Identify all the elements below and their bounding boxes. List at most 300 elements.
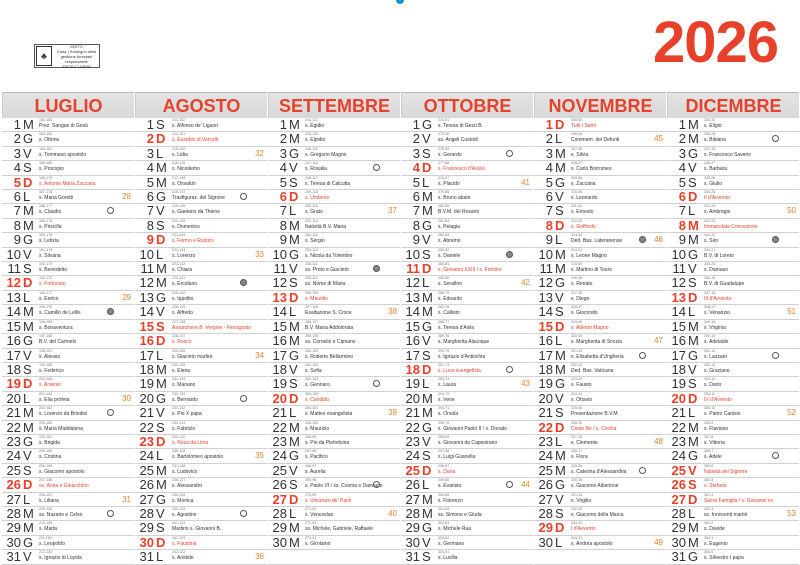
day-of-year: 327-38 (571, 434, 583, 439)
day-number: 22 (538, 420, 553, 435)
day-row (135, 276, 267, 290)
day-of-year: 295-70 (438, 420, 450, 425)
saint-name: B.V. di Loreto (704, 252, 734, 259)
day-row (135, 478, 267, 492)
day-row (135, 421, 267, 435)
week-number: 35 (255, 451, 264, 461)
day-row (2, 363, 134, 377)
day-row (534, 161, 666, 175)
day-number: 27 (6, 492, 21, 507)
saint-name: s. Clemente (571, 439, 598, 446)
day-of-year: 210-155 (39, 521, 53, 526)
day-number: 23 (6, 434, 21, 449)
saint-name: B.V. di Guadalupe (704, 281, 745, 288)
weekday-letter: M (23, 305, 34, 320)
month-column-dicembre (667, 92, 799, 565)
day-number: 8 (412, 218, 420, 233)
day-number: 20 (671, 391, 686, 406)
day-number: 5 (13, 175, 21, 190)
day-of-year: 216-149 (172, 161, 186, 166)
day-number: 29 (272, 521, 287, 536)
day-row (135, 507, 267, 521)
day-of-year: 227-138 (172, 319, 186, 324)
saint-name: s. Paolo VI / ss. Cosma e Damiano (305, 483, 383, 490)
day-of-year: 239-126 (172, 492, 186, 497)
weekday-letter: G (156, 290, 167, 305)
day-number: 5 (678, 175, 686, 190)
saint-name: s. Pio X papa (172, 411, 202, 418)
weekday-letter: V (289, 362, 298, 377)
saint-name: s. Giovanni da Capestrano (438, 439, 498, 446)
weekday-letter: V (23, 449, 32, 464)
day-row (135, 190, 267, 204)
saint-name: s. Vincenzo de' Paoli (305, 497, 352, 504)
moon-phase-icon (506, 366, 513, 373)
day-row (534, 262, 666, 276)
day-number: 29 (671, 521, 686, 536)
weekday-letter: M (156, 362, 167, 377)
weekday-letter: D (688, 492, 698, 507)
day-of-year: 331-34 (571, 492, 583, 497)
month-column-ottobre (401, 92, 533, 565)
day-number: 27 (139, 492, 154, 507)
weekday-letter: M (422, 506, 433, 521)
day-of-year: 195-170 (39, 305, 53, 310)
day-row (534, 190, 666, 204)
day-of-year: 197-168 (39, 334, 53, 339)
weekday-letter: L (23, 190, 31, 205)
weekday-letter: S (555, 506, 564, 521)
day-row (667, 392, 799, 406)
weekday-letter: S (422, 348, 431, 363)
weekday-letter: L (555, 233, 563, 248)
day-number: 22 (405, 420, 420, 435)
day-row (2, 449, 134, 463)
day-row (135, 291, 267, 305)
day-of-year: 246-119 (305, 146, 318, 151)
day-row (268, 190, 400, 204)
day-of-year: 319-46 (571, 319, 583, 324)
saint-name: s. Virginia (704, 324, 726, 331)
day-of-year: 191-174 (39, 247, 53, 252)
day-number: 30 (272, 535, 287, 550)
day-of-year: 196-169 (39, 319, 53, 324)
day-row (534, 334, 666, 348)
day-row (401, 233, 533, 247)
saint-name: ss. Anna e Gioacchino (39, 483, 89, 490)
weekday-letter: D (23, 478, 33, 493)
weekday-letter: M (289, 218, 300, 233)
day-number: 2 (146, 132, 154, 147)
moon-phase-icon (107, 510, 114, 517)
day-of-year: 279-86 (438, 190, 450, 195)
weekday-letter: V (422, 535, 431, 550)
weekday-letter: L (422, 377, 430, 392)
day-of-year: 225-140 (172, 290, 186, 295)
day-of-year: 199-166 (39, 362, 53, 367)
day-of-year: 193-172 (39, 276, 53, 281)
day-of-year: 330-35 (571, 478, 583, 483)
week-number: 41 (521, 177, 530, 187)
weekday-letter: D (422, 362, 432, 377)
day-of-year: 300-65 (438, 492, 450, 497)
saint-name: s. Maria Goretti (39, 195, 74, 202)
saint-name: s. Giacomo della Marca (571, 511, 624, 518)
day-number: 25 (405, 463, 420, 478)
day-of-year: 358-7 (704, 449, 714, 454)
day-number: 10 (272, 247, 287, 262)
day-row (135, 493, 267, 507)
day-number: 5 (412, 175, 420, 190)
weekday-letter: S (688, 377, 697, 392)
day-row (667, 363, 799, 377)
day-number: 13 (139, 290, 154, 305)
day-number: 12 (538, 276, 553, 291)
weekday-letter: V (688, 463, 697, 478)
fsc-label (34, 44, 100, 68)
weekday-letter: V (688, 161, 697, 176)
day-of-year: 215-150 (172, 146, 186, 151)
day-row (135, 161, 267, 175)
day-number: 8 (545, 218, 553, 233)
day-row (135, 176, 267, 190)
weekday-letter: L (555, 334, 563, 349)
day-number: 3 (412, 146, 420, 161)
weekday-letter: D (156, 233, 166, 248)
day-number: 29 (139, 521, 154, 536)
day-number: 16 (671, 334, 686, 349)
moon-phase-icon (373, 164, 380, 171)
day-row (534, 204, 666, 218)
year-title: 2026 (652, 10, 778, 75)
saint-name: s. Letizia (39, 238, 59, 245)
weekday-letter: D (422, 463, 432, 478)
day-of-year: 345-20 (704, 262, 716, 267)
saint-name: Martirio s. Giovanni B. (172, 526, 222, 533)
saint-name: s. Giulio (704, 180, 723, 187)
saint-name: Tutti i Santi (571, 123, 596, 129)
day-row (534, 233, 666, 247)
moon-phase-icon (772, 452, 779, 459)
saint-name: s. Virgilio (571, 497, 592, 504)
weekday-letter: M (23, 204, 34, 219)
weekday-letter: L (156, 146, 164, 161)
saint-name: s. Venanzio (704, 310, 730, 317)
day-of-year: 286-79 (438, 290, 450, 295)
day-row (534, 176, 666, 190)
day-of-year: 200-165 (39, 377, 53, 382)
day-number: 17 (405, 348, 420, 363)
saint-name: s. Rosa da Lima (172, 439, 209, 446)
day-number: 14 (6, 305, 21, 320)
day-of-year: 259-106 (305, 334, 319, 339)
day-number: 1 (412, 118, 420, 132)
week-number: 50 (787, 206, 796, 216)
weekday-letter: L (156, 449, 164, 464)
day-of-year: 301-64 (438, 506, 450, 511)
day-of-year: 324-41 (571, 391, 583, 396)
day-of-year: 272-93 (305, 521, 317, 526)
day-of-year: 333-32 (571, 521, 583, 526)
day-number: 3 (279, 146, 287, 161)
saint-name: s. Caterina d'Alessandria (571, 468, 627, 475)
saint-name: s. Elia profeta (39, 396, 70, 403)
saint-name: s. Alberto Magno (571, 324, 609, 331)
day-number: 22 (139, 420, 154, 435)
weekday-letter: S (422, 247, 431, 262)
moon-phase-icon (240, 193, 247, 200)
day-of-year: 309-56 (571, 175, 583, 180)
moon-phase-icon (240, 395, 247, 402)
day-number: 4 (412, 161, 420, 176)
day-of-year: 273-92 (305, 535, 317, 540)
day-of-year: 338-27 (704, 161, 716, 166)
weekday-letter: M (156, 262, 167, 277)
day-row (2, 147, 134, 161)
day-row (135, 392, 267, 406)
day-of-year: 285-80 (438, 276, 450, 281)
day-row (401, 435, 533, 449)
saint-name: s. Priscilla (39, 223, 62, 230)
day-number: 31 (6, 550, 21, 565)
saint-name: Trasfiguraz. del Signore (172, 195, 225, 202)
day-row (2, 406, 134, 420)
day-row (401, 176, 533, 190)
day-of-year: 275-90 (438, 132, 450, 137)
day-row (268, 248, 400, 262)
day-number: 19 (139, 377, 154, 392)
day-of-year: 224-141 (172, 276, 186, 281)
day-of-year: 277-88 (438, 161, 450, 166)
day-of-year: 186-179 (39, 175, 53, 180)
weekday-letter: M (289, 132, 300, 147)
day-row (401, 478, 533, 492)
day-row (667, 320, 799, 334)
saint-name: s. Francesco Saverio (704, 151, 751, 158)
saint-name: s. Rosalia (305, 166, 327, 173)
day-of-year: 217-148 (172, 175, 186, 180)
weekday-letter: S (156, 118, 165, 132)
day-row (401, 349, 533, 363)
saint-name: s. Elena (172, 367, 191, 374)
day-of-year: 257-108 (305, 305, 319, 310)
day-row (268, 493, 400, 507)
day-of-year: 194-171 (39, 290, 53, 295)
day-row (268, 377, 400, 391)
day-number: 13 (272, 290, 287, 305)
day-row (268, 161, 400, 175)
weekday-letter: V (289, 262, 298, 277)
day-of-year: 299-66 (438, 478, 450, 483)
saint-name: s. Flora (571, 454, 588, 461)
saint-name: s. Fermo e Rustico (172, 238, 214, 245)
day-row (268, 406, 400, 420)
saint-name: s. Tommaso apostolo (39, 151, 87, 158)
saint-name: s. Osvaldo (172, 180, 196, 187)
week-number: 33 (255, 249, 264, 259)
day-of-year: 278-87 (438, 175, 450, 180)
saint-name: s. Grato (305, 209, 323, 216)
day-number: 20 (405, 391, 420, 406)
week-number: 36 (255, 552, 264, 562)
weekday-letter: M (156, 478, 167, 493)
day-row (534, 320, 666, 334)
day-of-year: 321-44 (571, 348, 583, 353)
weekday-letter: M (688, 434, 699, 449)
saint-name: s. Aurelia (305, 468, 326, 475)
weekday-letter: G (688, 348, 699, 363)
day-row (667, 521, 799, 535)
day-number: 12 (139, 276, 154, 291)
day-row (667, 377, 799, 391)
weekday-letter: M (555, 146, 566, 161)
day-number: 12 (6, 276, 21, 291)
day-of-year: 247-118 (305, 161, 318, 166)
week-number: 31 (122, 494, 131, 504)
day-number: 6 (13, 190, 21, 205)
day-number: 11 (539, 262, 553, 277)
day-number: 2 (545, 132, 553, 147)
day-of-year: 313-52 (571, 233, 583, 238)
saint-name: s. Claudio (39, 209, 62, 216)
saint-name: s. Lucilla (438, 555, 458, 562)
day-of-year: 340-25 (704, 190, 716, 195)
saint-name: s. Irene (438, 396, 455, 403)
weekday-letter: V (23, 146, 32, 161)
day-number: 20 (272, 391, 287, 406)
day-of-year: 296-69 (438, 434, 450, 439)
day-row (534, 521, 666, 535)
day-of-year: 223-142 (172, 262, 186, 267)
weekday-letter: L (422, 276, 430, 291)
day-row (401, 406, 533, 420)
day-number: 1 (279, 118, 287, 132)
saint-name: ss. Simone e Giuda (438, 511, 482, 518)
weekday-letter: V (422, 334, 431, 349)
day-number: 22 (671, 420, 686, 435)
day-number: 13 (538, 290, 553, 305)
saint-name: s. Stefano (704, 483, 727, 490)
weekday-letter: L (422, 175, 430, 190)
day-row (268, 421, 400, 435)
day-number: 19 (405, 377, 420, 392)
saint-name: s. Edoardo (438, 295, 463, 302)
weekday-letter: V (688, 262, 697, 277)
weekday-letter: M (156, 463, 167, 478)
day-of-year: 339-26 (704, 175, 716, 180)
weekday-letter: V (555, 391, 564, 406)
day-number: 25 (6, 463, 21, 478)
saint-name: s. Davide (704, 526, 725, 533)
day-number: 31 (405, 550, 420, 565)
day-row (135, 204, 267, 218)
weekday-letter: S (688, 478, 697, 493)
day-of-year: 323-42 (571, 377, 583, 382)
day-row (534, 478, 666, 492)
moon-phase-icon (506, 251, 513, 258)
weekday-letter: G (555, 175, 566, 190)
day-number: 14 (671, 305, 686, 320)
day-row (401, 493, 533, 507)
weekday-letter: L (156, 550, 164, 565)
saint-name: III d'Avvento (704, 295, 732, 302)
day-row (135, 363, 267, 377)
weekday-letter: D (422, 262, 432, 277)
day-number: 6 (279, 190, 287, 205)
day-of-year: 342-23 (704, 218, 716, 223)
day-of-year: 335-30 (704, 118, 716, 122)
day-number: 7 (146, 204, 154, 219)
day-number: 21 (139, 406, 154, 421)
day-of-year: 240-125 (172, 506, 186, 511)
day-row (667, 176, 799, 190)
saint-name: s. Procopio (39, 166, 65, 173)
saint-name: s. Pelagia (438, 223, 460, 230)
day-row (667, 248, 799, 262)
day-row (268, 291, 400, 305)
day-of-year: 346-19 (704, 276, 716, 281)
saint-name: s. Gaetano da Thiene (172, 209, 220, 216)
day-row (401, 550, 533, 564)
saint-name: s. Nicodemo (172, 166, 200, 173)
day-row (2, 421, 134, 435)
day-number: 24 (272, 449, 287, 464)
day-row (401, 464, 533, 478)
saint-name: s. Giovanni XXIII / s. Firmino (438, 267, 502, 274)
day-number: 26 (272, 478, 287, 493)
saint-name: IV d'Avvento (704, 396, 732, 403)
weekday-letter: S (23, 262, 32, 277)
day-row (401, 363, 533, 377)
day-row (135, 536, 267, 550)
saint-name: s. Liliana (39, 497, 59, 504)
weekday-letter: G (156, 492, 167, 507)
saint-name: Prez. Sangue di Gesù (39, 123, 88, 129)
saint-name: s. Umberto (305, 195, 330, 202)
day-row (2, 219, 134, 233)
day-row (534, 248, 666, 262)
saint-name: s. Bruno abate (438, 195, 471, 202)
saint-name: s. Leone Magno (571, 252, 607, 259)
day-number: 9 (13, 233, 21, 248)
saint-name: s. Teresa di Gesù B. (438, 123, 483, 129)
day-number: 19 (538, 377, 553, 392)
weekday-letter: G (555, 377, 566, 392)
weekday-letter: S (289, 377, 298, 392)
day-number: 9 (146, 233, 154, 248)
day-row (667, 132, 799, 146)
day-of-year: 262-103 (305, 377, 319, 382)
weekday-letter: L (688, 506, 696, 521)
month-header: LUGLIO (2, 92, 134, 118)
weekday-letter: G (156, 391, 167, 406)
weekday-letter: V (289, 463, 298, 478)
saint-name: Esaltazione S. Croce (305, 310, 352, 317)
day-row (667, 147, 799, 161)
saint-name: s. Zaccaria (571, 180, 596, 187)
day-number: 1 (545, 118, 553, 132)
saint-name: s. Goffredo (571, 223, 596, 230)
saint-name: s. Maria Maddalena (39, 425, 83, 432)
weekday-letter: L (555, 132, 563, 147)
saint-name: s. Margherita di Scozia (571, 339, 622, 346)
day-number: 9 (279, 233, 287, 248)
day-number: 29 (405, 521, 420, 536)
day-row (401, 536, 533, 550)
saint-name: s. Eugenio (704, 540, 728, 547)
day-row (2, 248, 134, 262)
day-of-year: 184-181 (39, 146, 53, 151)
